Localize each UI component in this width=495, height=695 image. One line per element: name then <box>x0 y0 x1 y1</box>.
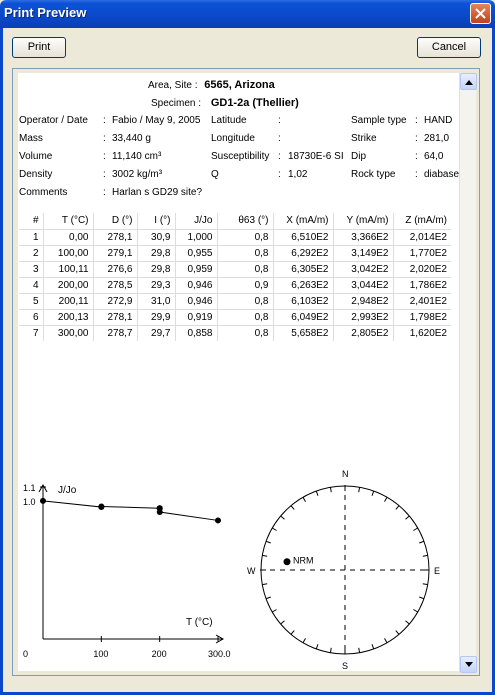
mass-label: Mass <box>19 133 43 144</box>
table-cell: 2 <box>19 245 43 261</box>
table-cell: 0,946 <box>175 277 217 293</box>
rim-tick <box>396 506 399 510</box>
comments-value: Harlan s GD29 site? <box>112 187 203 198</box>
table-cell: 300,00 <box>43 325 93 341</box>
sample-type-colon: : <box>415 115 418 126</box>
table-cell: 6,305E2 <box>273 261 333 277</box>
table-cell: 29,8 <box>137 245 175 261</box>
column-header: D (°) <box>93 213 137 229</box>
table-cell: 3,042E2 <box>333 261 393 277</box>
operator-colon: : <box>103 115 106 126</box>
table-cell: 0,946 <box>175 293 217 309</box>
table-cell: 2,805E2 <box>333 325 393 341</box>
strike-value: 281,0 <box>424 133 450 144</box>
table-cell: 0,955 <box>175 245 217 261</box>
table-cell: 278,1 <box>93 229 137 245</box>
x-tick-label: 100 <box>93 649 109 659</box>
column-header: θ63 (°) <box>217 213 273 229</box>
table-cell: 279,1 <box>93 245 137 261</box>
table-cell: 0,959 <box>175 261 217 277</box>
vertical-scrollbar[interactable] <box>459 73 476 673</box>
rim-tick <box>316 491 318 496</box>
density-colon: : <box>103 169 106 180</box>
west-label: W <box>247 566 256 576</box>
table-cell: 29,3 <box>137 277 175 293</box>
scroll-down-button[interactable] <box>460 656 477 673</box>
specimen-value: GD1-2a (Thellier) <box>210 97 299 109</box>
table-cell: 6,263E2 <box>273 277 333 293</box>
rim-tick <box>419 541 424 543</box>
preview-page <box>18 73 461 671</box>
table-cell: 6,103E2 <box>273 293 333 309</box>
rim-tick <box>413 528 417 531</box>
table-cell: 29,9 <box>137 309 175 325</box>
table-cell: 2,948E2 <box>333 293 393 309</box>
volume-colon: : <box>103 151 106 162</box>
rim-tick <box>423 584 428 585</box>
table-cell: 29,7 <box>137 325 175 341</box>
rim-tick <box>423 555 428 556</box>
measurement-table <box>19 213 451 341</box>
x-tick-label: 200 <box>151 649 167 659</box>
column-header: Y (mA/m) <box>333 213 393 229</box>
x-tick-label: 300.0 <box>208 649 231 659</box>
table-cell: 0,8 <box>217 261 273 277</box>
specimen-label: Specimen : <box>151 98 202 109</box>
column-header: X (mA/m) <box>273 213 333 229</box>
density-label: Density <box>19 169 53 180</box>
cancel-button[interactable]: Cancel <box>417 37 481 58</box>
rim-tick <box>372 644 374 649</box>
table-row <box>19 245 451 261</box>
table-cell: 1,798E2 <box>393 309 451 325</box>
rim-tick <box>262 584 267 585</box>
rock-type-value: diabase <box>424 169 460 180</box>
mass-value: 33,440 g <box>112 133 151 144</box>
rim-tick <box>372 491 374 496</box>
strike-label: Strike <box>351 133 377 144</box>
rim-tick <box>359 487 360 492</box>
rim-tick <box>272 610 276 613</box>
table-cell: 30,9 <box>137 229 175 245</box>
longitude-colon: : <box>278 133 281 144</box>
q-colon: : <box>278 169 281 180</box>
rim-tick <box>266 541 271 543</box>
south-label: S <box>342 661 349 671</box>
q-label: Q <box>211 169 219 180</box>
table-cell: 3 <box>19 261 43 277</box>
area-site-value: 6565, Arizona <box>204 79 275 91</box>
table-cell: 2,993E2 <box>333 309 393 325</box>
data-point <box>40 498 46 504</box>
column-header: T (°C) <box>43 213 93 229</box>
table-cell: 0,858 <box>175 325 217 341</box>
rim-tick <box>385 638 388 642</box>
table-cell: 1,786E2 <box>393 277 451 293</box>
east-label: E <box>434 566 441 576</box>
window-title: Print Preview <box>4 5 87 20</box>
series-line <box>43 501 218 521</box>
rim-tick <box>330 487 331 492</box>
x-tick-label: 0 <box>23 649 29 659</box>
table-cell: 2,020E2 <box>393 261 451 277</box>
table-cell: 200,00 <box>43 277 93 293</box>
rim-tick <box>281 516 285 519</box>
table-cell: 278,5 <box>93 277 137 293</box>
q-value: 1,02 <box>288 169 308 180</box>
dip-label: Dip <box>351 151 367 162</box>
table-cell: 1,620E2 <box>393 325 451 341</box>
sample-type-value: HAND <box>424 115 453 126</box>
close-icon <box>475 8 486 19</box>
table-cell: 6,510E2 <box>273 229 333 245</box>
table-cell: 0,00 <box>43 229 93 245</box>
x-axis-label: T (°C) <box>186 617 213 628</box>
rim-tick <box>316 644 318 649</box>
column-header: J/Jo <box>175 213 217 229</box>
strike-colon: : <box>415 133 418 144</box>
table-cell: 1 <box>19 229 43 245</box>
table-row <box>19 261 451 277</box>
operator-value: Fabio / May 9, 2005 <box>112 115 201 126</box>
rim-tick <box>396 631 399 635</box>
table-cell: 6,049E2 <box>273 309 333 325</box>
rim-tick <box>272 528 276 531</box>
rim-tick <box>359 648 360 653</box>
rim-tick <box>291 631 294 635</box>
table-cell: 6,292E2 <box>273 245 333 261</box>
susceptibility-colon: : <box>278 151 281 162</box>
table-row <box>19 293 451 309</box>
rim-tick <box>419 597 424 599</box>
table-cell: 272,9 <box>93 293 137 309</box>
latitude-label: Latitude <box>211 115 247 126</box>
table-cell: 5,658E2 <box>273 325 333 341</box>
operator-label: Operator / Date <box>19 115 88 126</box>
data-point <box>157 509 163 515</box>
table-cell: 0,8 <box>217 229 273 245</box>
data-point <box>215 517 221 523</box>
table-cell: 0,9 <box>217 277 273 293</box>
table-cell: 0,8 <box>217 245 273 261</box>
north-label: N <box>342 469 349 479</box>
table-cell: 3,149E2 <box>333 245 393 261</box>
density-value: 3002 kg/m³ <box>112 169 163 180</box>
susceptibility-value: 18730E-6 SI <box>288 151 344 162</box>
table-cell: 3,366E2 <box>333 229 393 245</box>
rim-tick <box>266 597 271 599</box>
nrm-label: NRM <box>292 555 314 566</box>
data-point <box>98 503 104 509</box>
arrow-up-icon <box>465 79 473 85</box>
table-cell: 1,770E2 <box>393 245 451 261</box>
volume-label: Volume <box>19 151 53 162</box>
table-cell: 2,401E2 <box>393 293 451 309</box>
susceptibility-label: Susceptibility <box>211 151 270 162</box>
longitude-label: Longitude <box>211 133 255 144</box>
table-cell: 31,0 <box>137 293 175 309</box>
table-cell: 29,8 <box>137 261 175 277</box>
rim-tick <box>406 621 410 624</box>
table-cell: 0,8 <box>217 293 273 309</box>
stereonet-chart <box>243 463 453 673</box>
table-cell: 4 <box>19 277 43 293</box>
print-button[interactable]: Print <box>12 37 66 58</box>
dip-colon: : <box>415 151 418 162</box>
close-button[interactable] <box>470 3 491 24</box>
rim-tick <box>262 555 267 556</box>
rim-tick <box>413 610 417 613</box>
mass-colon: : <box>103 133 106 144</box>
table-cell: 100,00 <box>43 245 93 261</box>
table-row <box>19 229 451 245</box>
y-tick-label: 1.1 <box>23 483 36 493</box>
rim-tick <box>303 638 306 642</box>
specimen-line <box>151 97 299 109</box>
rock-type-label: Rock type <box>351 169 396 180</box>
table-cell: 278,7 <box>93 325 137 341</box>
table-cell: 276,6 <box>93 261 137 277</box>
sample-type-label: Sample type <box>351 115 407 126</box>
table-row <box>19 277 451 293</box>
rim-tick <box>281 621 285 624</box>
rim-tick <box>330 648 331 653</box>
rim-tick <box>291 506 294 510</box>
table-cell: 7 <box>19 325 43 341</box>
rock-type-colon: : <box>415 169 418 180</box>
rim-tick <box>385 497 388 501</box>
rim-tick <box>303 497 306 501</box>
y-axis-label: J/Jo <box>58 485 77 496</box>
table-cell: 0,919 <box>175 309 217 325</box>
dip-value: 64,0 <box>424 151 444 162</box>
y-tick-label: 1.0 <box>23 496 36 507</box>
column-header: # <box>19 213 43 229</box>
table-cell: 0,8 <box>217 309 273 325</box>
table-row <box>19 325 451 341</box>
scroll-up-button[interactable] <box>460 73 477 90</box>
column-header: Z (mA/m) <box>405 215 447 227</box>
table-cell: 3,044E2 <box>333 277 393 293</box>
title-bar <box>0 0 495 28</box>
volume-value: 11,140 cm³ <box>112 151 162 162</box>
table-cell: 0,8 <box>217 325 273 341</box>
area-site-line <box>148 79 275 91</box>
table-cell: 200,13 <box>43 309 93 325</box>
intensity-chart <box>18 481 231 661</box>
table-cell: 5 <box>19 293 43 309</box>
table-row <box>19 309 451 325</box>
area-site-label: Area, Site : <box>148 80 198 91</box>
preview-pane[interactable] <box>12 68 480 676</box>
table-cell: 200,11 <box>43 293 93 309</box>
table-cell: 278,1 <box>93 309 137 325</box>
table-cell: 2,014E2 <box>393 229 451 245</box>
table-header-row <box>19 213 451 229</box>
comments-colon: : <box>103 187 106 198</box>
column-header: I (°) <box>137 213 175 229</box>
rim-tick <box>406 516 410 519</box>
latitude-colon: : <box>278 115 281 126</box>
table-cell: 1,000 <box>175 229 217 245</box>
comments-label: Comments <box>19 187 68 198</box>
table-cell: 6 <box>19 309 43 325</box>
table-cell: 100,11 <box>43 261 93 277</box>
arrow-down-icon <box>465 662 473 668</box>
nrm-point <box>283 558 290 565</box>
